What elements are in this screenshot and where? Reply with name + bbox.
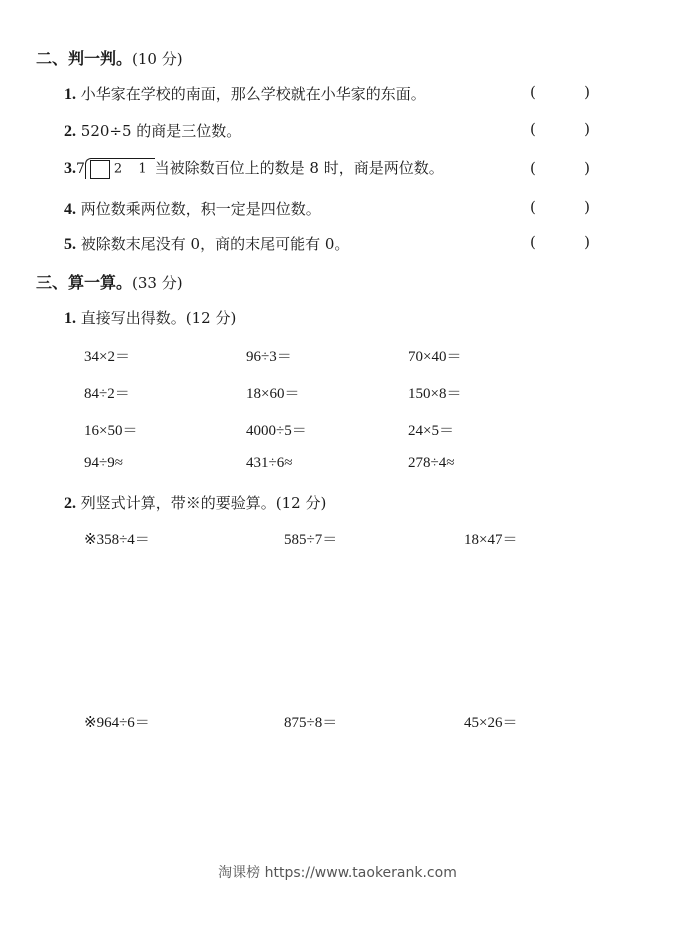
long-division-symbol bbox=[76, 158, 155, 180]
paren-close: ) bbox=[584, 120, 590, 138]
section-3-points: (33 分) bbox=[132, 274, 183, 292]
paren-open: ( bbox=[530, 198, 536, 216]
vertical-calc-problem: 45×26＝ bbox=[464, 715, 518, 731]
calc-problem: 4000÷5＝ bbox=[246, 423, 307, 439]
item-number: 2. bbox=[64, 123, 76, 140]
paren-open: ( bbox=[530, 233, 536, 251]
paren-close: ) bbox=[584, 83, 590, 101]
dividend-digits: 2 1 bbox=[113, 161, 153, 177]
paren-close: ) bbox=[584, 198, 590, 216]
answer-parens-1[interactable] bbox=[530, 83, 590, 101]
calc-problem: 431÷6≈ bbox=[246, 455, 293, 471]
paren-open: ( bbox=[530, 83, 536, 101]
answer-parens-3[interactable] bbox=[530, 159, 590, 177]
calc-problem: 150×8＝ bbox=[408, 386, 462, 402]
part-2-heading bbox=[64, 492, 326, 513]
calc-problem: 84÷2＝ bbox=[84, 386, 130, 402]
calc-problem: 70×40＝ bbox=[408, 349, 462, 365]
calc-problem: 24×5＝ bbox=[408, 423, 454, 439]
section-2-heading bbox=[36, 46, 183, 69]
item-number: 3. bbox=[64, 160, 76, 177]
section-3-title: 三、算一算。 bbox=[36, 273, 133, 292]
item-text: 两位数乘两位数，积一定是四位数。 bbox=[80, 200, 321, 218]
calc-problem: 34×2＝ bbox=[84, 349, 130, 365]
item-text: 当被除数百位上的数是 8 时，商是两位数。 bbox=[154, 159, 444, 177]
footer-watermark: 淘课榜 https://www.taokerank.com bbox=[218, 865, 457, 881]
vertical-calc-problem: ※358÷4＝ bbox=[84, 532, 150, 548]
calc-problem: 278÷4≈ bbox=[408, 455, 455, 471]
division-bracket bbox=[85, 158, 155, 179]
judge-item-3 bbox=[64, 157, 444, 180]
part-number: 1. bbox=[64, 310, 76, 327]
blank-box[interactable] bbox=[90, 160, 110, 179]
judge-item-1 bbox=[64, 83, 426, 104]
section-2-title: 二、判一判。 bbox=[36, 49, 133, 68]
answer-parens-5[interactable] bbox=[530, 233, 590, 251]
answer-parens-2[interactable] bbox=[530, 120, 590, 138]
part-title: 列竖式计算，带※的要验算。(12 分) bbox=[80, 494, 327, 512]
answer-parens-4[interactable] bbox=[530, 198, 590, 216]
calc-problem: 96÷3＝ bbox=[246, 349, 292, 365]
vertical-calc-problem: 18×47＝ bbox=[464, 532, 518, 548]
item-number: 5. bbox=[64, 236, 76, 253]
item-number: 4. bbox=[64, 201, 76, 218]
paren-close: ) bbox=[584, 159, 590, 177]
judge-item-5 bbox=[64, 233, 349, 254]
vertical-calc-problem: 875÷8＝ bbox=[284, 715, 338, 731]
paren-open: ( bbox=[530, 159, 536, 177]
vertical-calc-problem: 585÷7＝ bbox=[284, 532, 338, 548]
section-3-heading bbox=[36, 270, 183, 293]
judge-item-4 bbox=[64, 198, 321, 219]
calc-problem: 18×60＝ bbox=[246, 386, 300, 402]
calc-problem: 94÷9≈ bbox=[84, 455, 123, 471]
divisor: 7 bbox=[76, 161, 85, 177]
item-text: 小华家在学校的南面，那么学校就在小华家的东面。 bbox=[80, 85, 426, 103]
item-text: 520÷5 的商是三位数。 bbox=[80, 122, 242, 140]
paren-open: ( bbox=[530, 120, 536, 138]
item-number: 1. bbox=[64, 86, 76, 103]
part-title: 直接写出得数。(12 分) bbox=[80, 309, 237, 327]
part-number: 2. bbox=[64, 495, 76, 512]
judge-item-2 bbox=[64, 120, 241, 141]
section-2-points: (10 分) bbox=[132, 50, 183, 68]
calc-problem: 16×50＝ bbox=[84, 423, 138, 439]
item-text: 被除数末尾没有 0，商的末尾可能有 0。 bbox=[80, 235, 350, 253]
vertical-calc-problem: ※964÷6＝ bbox=[84, 715, 150, 731]
paren-close: ) bbox=[584, 233, 590, 251]
part-1-heading bbox=[64, 307, 236, 328]
